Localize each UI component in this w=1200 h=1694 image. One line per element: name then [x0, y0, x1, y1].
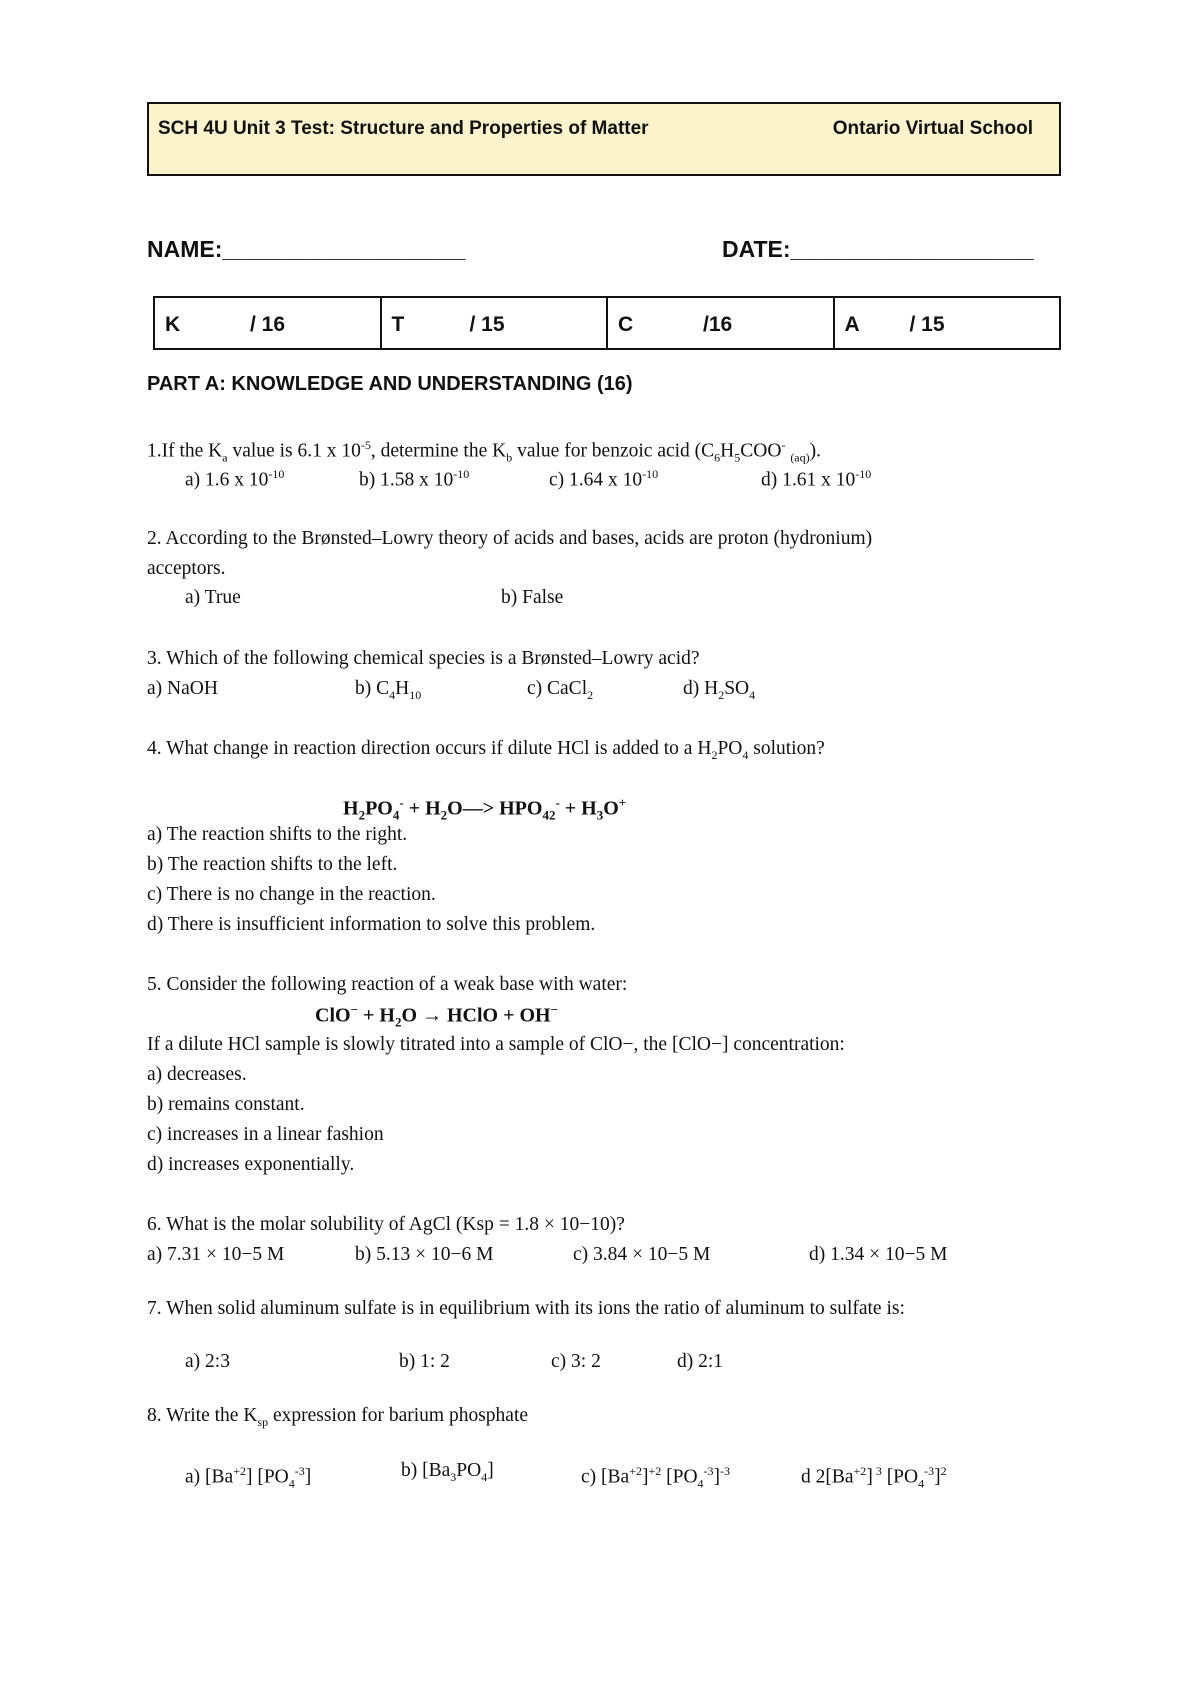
question-6-stem: 6. What is the molar solubility of AgCl (Ksp = 1.8 × 10−10)?	[147, 1214, 625, 1235]
question-8-stem: 8. Write the $K_{sp}$ expression for barium phosphate	[147, 1405, 529, 1429]
score-table	[153, 296, 1061, 350]
q6-option-a: a) 7.31 × 10−5 M	[147, 1244, 285, 1265]
q5-option-d: d) increases exponentially.	[147, 1154, 355, 1175]
q5-option-c: c) increases in a linear fashion	[147, 1124, 384, 1145]
q6-option-c: c) 3.84 × 10−5 M	[573, 1244, 711, 1265]
q5-option-b: b) remains constant.	[147, 1094, 305, 1115]
q6-option-b: b) 5.13 × 10−6 M	[355, 1244, 494, 1265]
score-cell-c	[608, 298, 835, 348]
score-total: / 15	[469, 313, 505, 336]
q7-option-d: d) 2:1	[677, 1351, 724, 1372]
q1-option-b: b) 1.58 x $10^{-10}$	[359, 467, 470, 491]
question-4-equation: $H_2PO_4^-$ + $H_2O—> HPO_{42}^- + H_3O^+$	[343, 795, 627, 823]
q2-option-b: b) False	[501, 587, 564, 608]
q4-option-b: b) The reaction shifts to the left.	[147, 854, 398, 875]
score-category: T	[391, 313, 405, 336]
name-field[interactable]: NAME:___________________	[147, 236, 466, 262]
q1-option-c: c) 1.64 x $10^{-10}$	[549, 467, 659, 491]
score-category: A	[844, 313, 860, 336]
score-cell-a	[835, 298, 1060, 348]
section-heading: PART A: KNOWLEDGE AND UNDERSTANDING (16)	[147, 373, 633, 395]
q1-option-a: a) 1.6 x $10^{-10}$	[185, 467, 285, 491]
q6-option-d: d) 1.34 × 10−5 M	[809, 1244, 948, 1265]
question-1-stem: 1.If the $K_a$ value is 6.1 x $10^{-5}$, determine the $K_b$ value for benzoic acid ($C_6H_5COO^-$ $_{(aq)}$).	[147, 438, 822, 465]
q7-option-a: a) 2:3	[185, 1351, 230, 1372]
score-total: /16	[703, 313, 733, 336]
q3-option-d: d) $H_2SO_4$	[683, 678, 756, 702]
score-cell-t	[382, 298, 609, 348]
q2-option-a: a) True	[185, 587, 241, 608]
score-category: K	[165, 313, 181, 336]
test-title: SCH 4U Unit 3 Test: Structure and Properties of Matter	[158, 118, 649, 139]
date-field[interactable]: DATE:___________________	[722, 236, 1034, 262]
score-total: / 16	[250, 313, 286, 336]
question-2-stem: 2. According to the Brønsted–Lowry theory of acids and bases, acids are proton (hydronium)	[147, 528, 873, 549]
q8-option-c: c) $[Ba^{+2}]^{+2}$ $[PO_4^{-3}]^{-3}$	[581, 1464, 731, 1491]
q4-option-d: d) There is insufficient information to solve this problem.	[147, 914, 596, 935]
question-5-prompt: If a dilute HCl sample is slowly titrated into a sample of ClO−, the [ClO−] concentration:	[147, 1034, 845, 1055]
question-3-stem: 3. Which of the following chemical species is a Brønsted–Lowry acid?	[147, 648, 700, 669]
q1-option-d: d) 1.61 x $10^{-10}$	[761, 467, 872, 491]
q7-option-b: b) 1: 2	[399, 1351, 450, 1372]
q8-option-d: d $2[Ba^{+2}]$ $^3$ $[PO_4^{-3}]^2$	[801, 1464, 947, 1491]
q5-option-a: a) decreases.	[147, 1064, 247, 1085]
question-2-stem-cont: acceptors.	[147, 558, 226, 579]
school-name: Ontario Virtual School	[832, 118, 1033, 139]
question-5-equation: $ClO^- + H_2O$ → HClO + OH−	[315, 1002, 559, 1030]
score-category: C	[618, 313, 634, 336]
q3-option-b: b) $C_4H_{10}$	[355, 678, 422, 702]
q3-option-c: c) CaCl$_2$	[527, 678, 594, 702]
q3-option-a: a) NaOH	[147, 678, 218, 699]
question-4-stem: 4. What change in reaction direction occurs if dilute HCl is added to a $H_2PO_4$ solution?	[147, 738, 825, 762]
question-7-stem: 7. When solid aluminum sulfate is in equilibrium with its ions the ratio of aluminum to sulfate is:	[147, 1298, 905, 1319]
header-box	[147, 102, 1061, 176]
question-5-stem: 5. Consider the following reaction of a weak base with water:	[147, 974, 628, 995]
q8-option-a: a) $[Ba^{+2}]$ $[PO_4^{-3}]$	[185, 1464, 312, 1491]
q4-option-a: a) The reaction shifts to the right.	[147, 824, 408, 845]
q8-option-b: b) $[Ba_3PO_4]$	[401, 1460, 494, 1484]
q4-option-c: c) There is no change in the reaction.	[147, 884, 436, 905]
score-total: / 15	[909, 313, 945, 336]
score-cell-k	[155, 298, 382, 348]
q7-option-c: c) 3: 2	[551, 1351, 601, 1372]
